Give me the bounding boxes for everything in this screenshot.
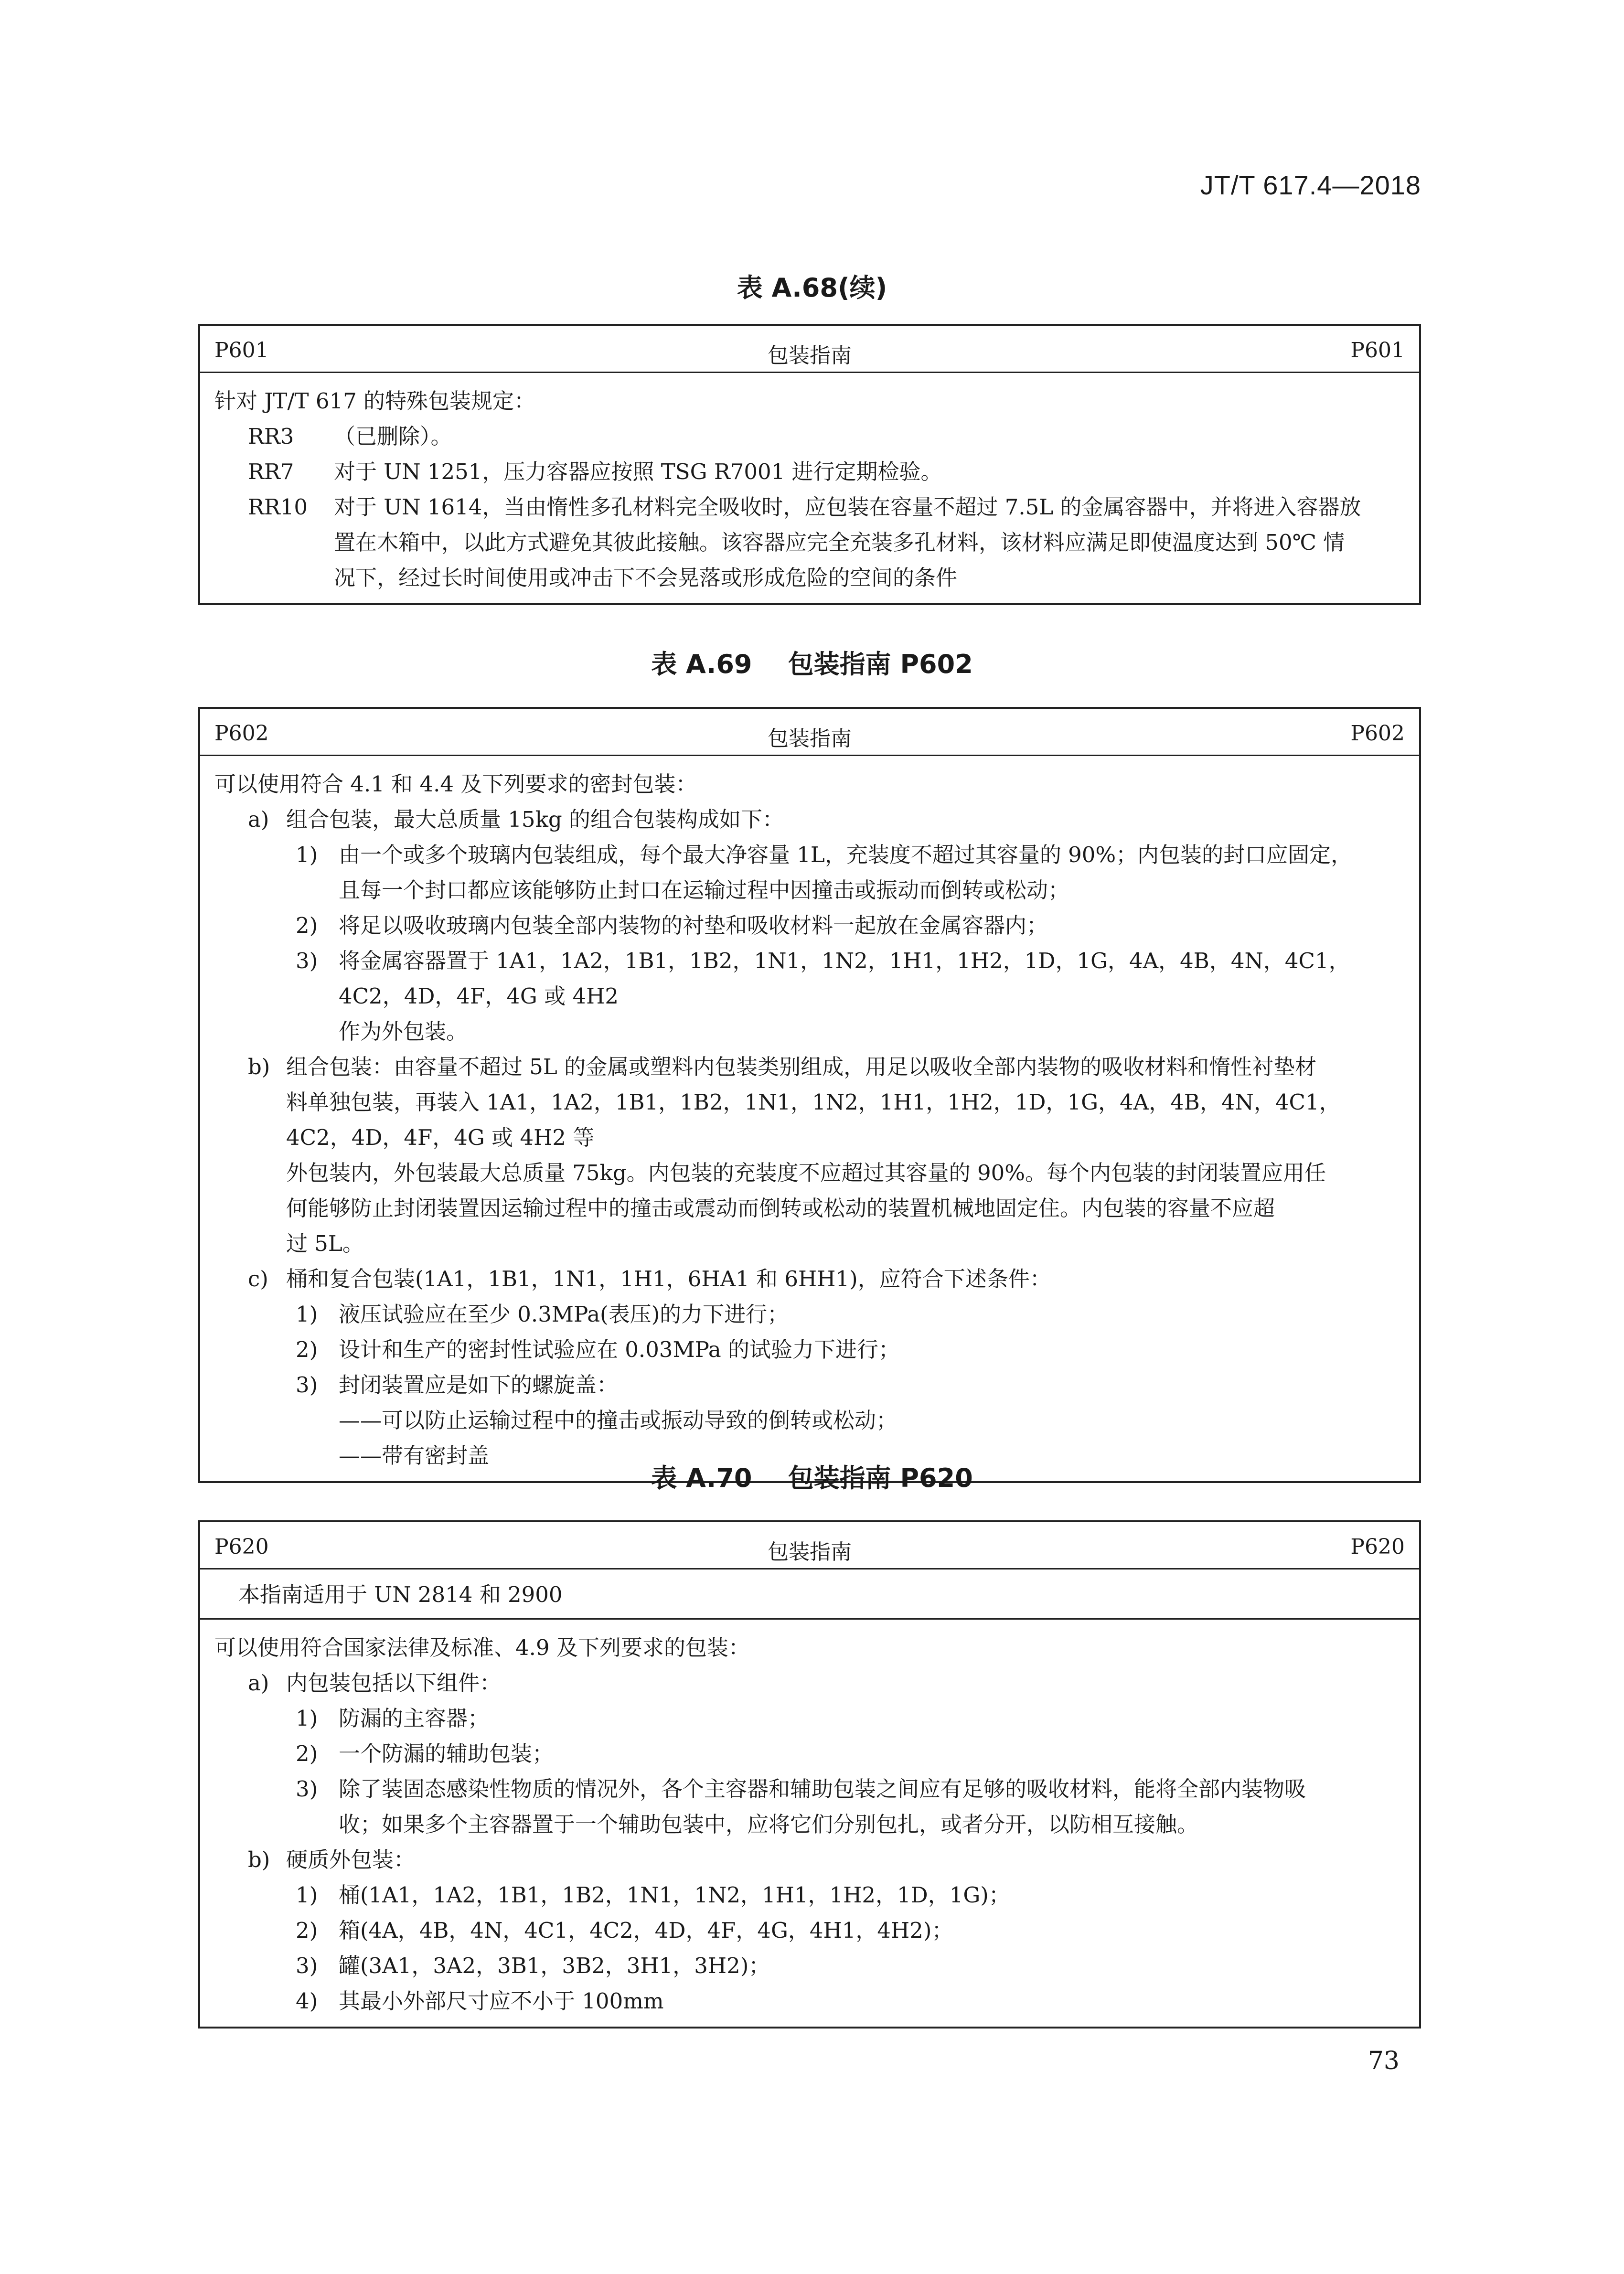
sub-item xyxy=(214,943,1405,1049)
item-marker: 4) xyxy=(296,1988,318,2014)
table-header xyxy=(200,1522,1419,1569)
item-text: 罐(3A1，3A2，3B1，3B2，3H1，3H2)； xyxy=(339,1953,770,1978)
item-line: 料单独包装，再装入 1A1，1A2，1B1，1B2，1N1，1N2，1H1，1H2，1D，1G，4A，4B，4N，4C1，4C2，4D，4F，4G 或 4H2 等 xyxy=(286,1089,1341,1150)
table-body xyxy=(200,756,1419,1481)
item-marker: 2) xyxy=(296,1918,318,1943)
header-code-left: P601 xyxy=(214,338,269,363)
item-marker: 1) xyxy=(296,842,318,867)
sub-item xyxy=(214,1297,1405,1332)
item-text: 桶和复合包装(1A1，1B1，1N1，1H1，6HA1 和 6HH1)，应符合下述条件： xyxy=(286,1266,1051,1292)
table-a69 xyxy=(198,707,1421,1483)
item-marker: 2) xyxy=(296,1337,318,1362)
rr-item xyxy=(214,419,1405,454)
dash-item: ——可以防止运输过程中的撞击或振动导致的倒转或松动； xyxy=(339,1408,898,1433)
page-number: 73 xyxy=(1368,2047,1400,2075)
sub-item xyxy=(214,1878,1405,1913)
header-code-left: P620 xyxy=(214,1535,269,1559)
standard-code: JT/T 617.4—2018 xyxy=(1200,170,1421,200)
item-marker: 1) xyxy=(296,1302,318,1327)
item-marker: 3) xyxy=(296,948,318,973)
table-a70 xyxy=(198,1520,1421,2028)
table-header xyxy=(200,326,1419,373)
item-marker: 1) xyxy=(296,1882,318,1908)
item-line: 作为外包装。 xyxy=(339,1019,468,1044)
item-line: 过 5L。 xyxy=(286,1231,364,1256)
item-line: 收；如果多个主容器置于一个辅助包装中，应将它们分别包扎，或者分开，以防相互接触。 xyxy=(339,1812,1199,1837)
item-marker: b) xyxy=(248,1054,270,1079)
intro-line: 可以使用符合国家法律及标准、4.9 及下列要求的包装： xyxy=(214,1635,750,1660)
sub-item xyxy=(214,837,1405,908)
header-title: 包装指南 xyxy=(768,343,852,368)
dash-item: ——带有密封盖 xyxy=(339,1443,490,1468)
item-marker: 3) xyxy=(296,1953,318,1978)
list-item-b xyxy=(214,1049,1405,1261)
intro-line: 可以使用符合 4.1 和 4.4 及下列要求的密封包装： xyxy=(214,771,697,797)
item-line: 置在木箱中，以此方式避免其彼此接触。该容器应完全充装多孔材料，该材料应满足即使温度达到 50℃ 情 xyxy=(334,530,1345,555)
item-marker: 2) xyxy=(296,913,318,938)
sub-item xyxy=(214,1367,1405,1403)
item-text: 其最小外部尺寸应不小于 100mm xyxy=(339,1988,664,2014)
item-line: 一个防漏的辅助包装； xyxy=(339,1741,554,1766)
sub-item xyxy=(214,908,1405,943)
table-body xyxy=(200,1620,1419,2027)
table-body xyxy=(200,373,1419,603)
list-item-a xyxy=(214,1665,1405,1701)
list-item-b xyxy=(214,1842,1405,1878)
header-code-right: P620 xyxy=(1350,1535,1405,1559)
item-marker: RR7 xyxy=(248,459,294,484)
sub-item xyxy=(214,1984,1405,2019)
sub-item xyxy=(214,1772,1405,1842)
item-line: 将金属容器置于 1A1，1A2，1B1，1B2，1N1，1N2，1H1，1H2，1D，1G，4A，4B，4N，4C1，4C2，4D，4F，4G 或 4H2 xyxy=(339,948,1350,1009)
item-line: 况下，经过长时间使用或冲击下不会晃落或形成危险的空间的条件 xyxy=(334,565,958,590)
list-item-c xyxy=(214,1261,1405,1297)
item-marker: b) xyxy=(248,1847,270,1872)
header-title: 包装指南 xyxy=(768,726,852,751)
item-marker: a) xyxy=(248,1670,269,1696)
list-item-a xyxy=(214,802,1405,837)
header-code-right: P602 xyxy=(1350,721,1405,746)
item-text: 组合包装，最大总质量 15kg 的组合包装构成如下： xyxy=(286,807,784,832)
item-line: 组合包装：由容量不超过 5L 的金属或塑料内包装类别组成，用足以吸收全部内装物的吸收材料和惰性衬垫材 xyxy=(286,1054,1317,1079)
table-caption-a68: 表 A.68(续) xyxy=(737,273,887,303)
item-marker: RR3 xyxy=(248,424,294,449)
item-marker: 3) xyxy=(296,1776,318,1802)
table-caption-a70: 表 A.70 包装指南 P620 xyxy=(651,1463,973,1493)
item-text: （已删除）。 xyxy=(334,424,452,449)
sub-item xyxy=(214,1948,1405,1984)
item-line: 除了装固态感染性物质的情况外，各个主容器和辅助包装之间应有足够的吸收材料，能将全部内装物吸 xyxy=(339,1776,1306,1802)
item-line: 何能够防止封闭装置因运输过程中的撞击或震动而倒转或松动的装置机械地固定住。内包装的容量不应超 xyxy=(286,1196,1275,1221)
table-header xyxy=(200,709,1419,756)
item-text: 硬质外包装： xyxy=(286,1847,416,1872)
table-a68 xyxy=(198,324,1421,605)
item-text: 对于 UN 1251，压力容器应按照 TSG R7001 进行定期检验。 xyxy=(334,459,942,484)
item-line: 外包装内，外包装最大总质量 75kg。内包装的充装度不应超过其容量的 90%。每个内包装的封闭装置应用任 xyxy=(286,1160,1326,1185)
item-text: 内包装包括以下组件： xyxy=(286,1670,502,1696)
item-text: 液压试验应在至少 0.3MPa(表压)的力下进行； xyxy=(339,1302,789,1327)
item-line: 由一个或多个玻璃内包装组成，每个最大净容量 1L，充装度不超过其容量的 90%；内包装的封口应固定， xyxy=(339,842,1353,867)
header-title: 包装指南 xyxy=(768,1540,852,1564)
item-line: 对于 UN 1614，当由惰性多孔材料完全吸收时，应包装在容量不超过 7.5L 的金属容器中，并将进入容器放 xyxy=(334,494,1361,520)
item-text: 封闭装置应是如下的螺旋盖： xyxy=(339,1372,619,1398)
sub-item xyxy=(214,1332,1405,1367)
rr-item xyxy=(214,454,1405,490)
item-line: 且每一个封口都应该能够防止封口在运输过程中因撞击或振动而倒转或松动； xyxy=(339,877,1070,903)
item-line: 防漏的主容器； xyxy=(339,1706,490,1731)
intro-line: 针对 JT/T 617 的特殊包装规定： xyxy=(214,388,536,414)
item-marker: c) xyxy=(248,1266,268,1292)
table-caption-a69: 表 A.69 包装指南 P602 xyxy=(651,649,973,679)
rr-item xyxy=(214,490,1405,596)
sub-item xyxy=(214,1913,1405,1948)
sub-item xyxy=(214,1736,1405,1772)
item-text: 箱(4A，4B，4N，4C1，4C2，4D，4F，4G，4H1，4H2)； xyxy=(339,1918,953,1943)
header-code-left: P602 xyxy=(214,721,269,746)
item-text: 桶(1A1，1A2，1B1，1B2，1N1，1N2，1H1，1H2，1D，1G)； xyxy=(339,1882,1010,1908)
item-text: 设计和生产的密封性试验应在 0.03MPa 的试验力下进行； xyxy=(339,1337,900,1362)
header-code-right: P601 xyxy=(1350,338,1405,363)
item-marker: RR10 xyxy=(248,494,308,520)
sub-item xyxy=(214,1701,1405,1736)
item-marker: 2) xyxy=(296,1741,318,1766)
item-line: 将足以吸收玻璃内包装全部内装物的衬垫和吸收材料一起放在金属容器内； xyxy=(339,913,1048,938)
item-marker: 1) xyxy=(296,1706,318,1731)
item-marker: 3) xyxy=(296,1372,318,1398)
item-marker: a) xyxy=(248,807,269,832)
scope-row: 本指南适用于 UN 2814 和 2900 xyxy=(200,1569,1419,1620)
